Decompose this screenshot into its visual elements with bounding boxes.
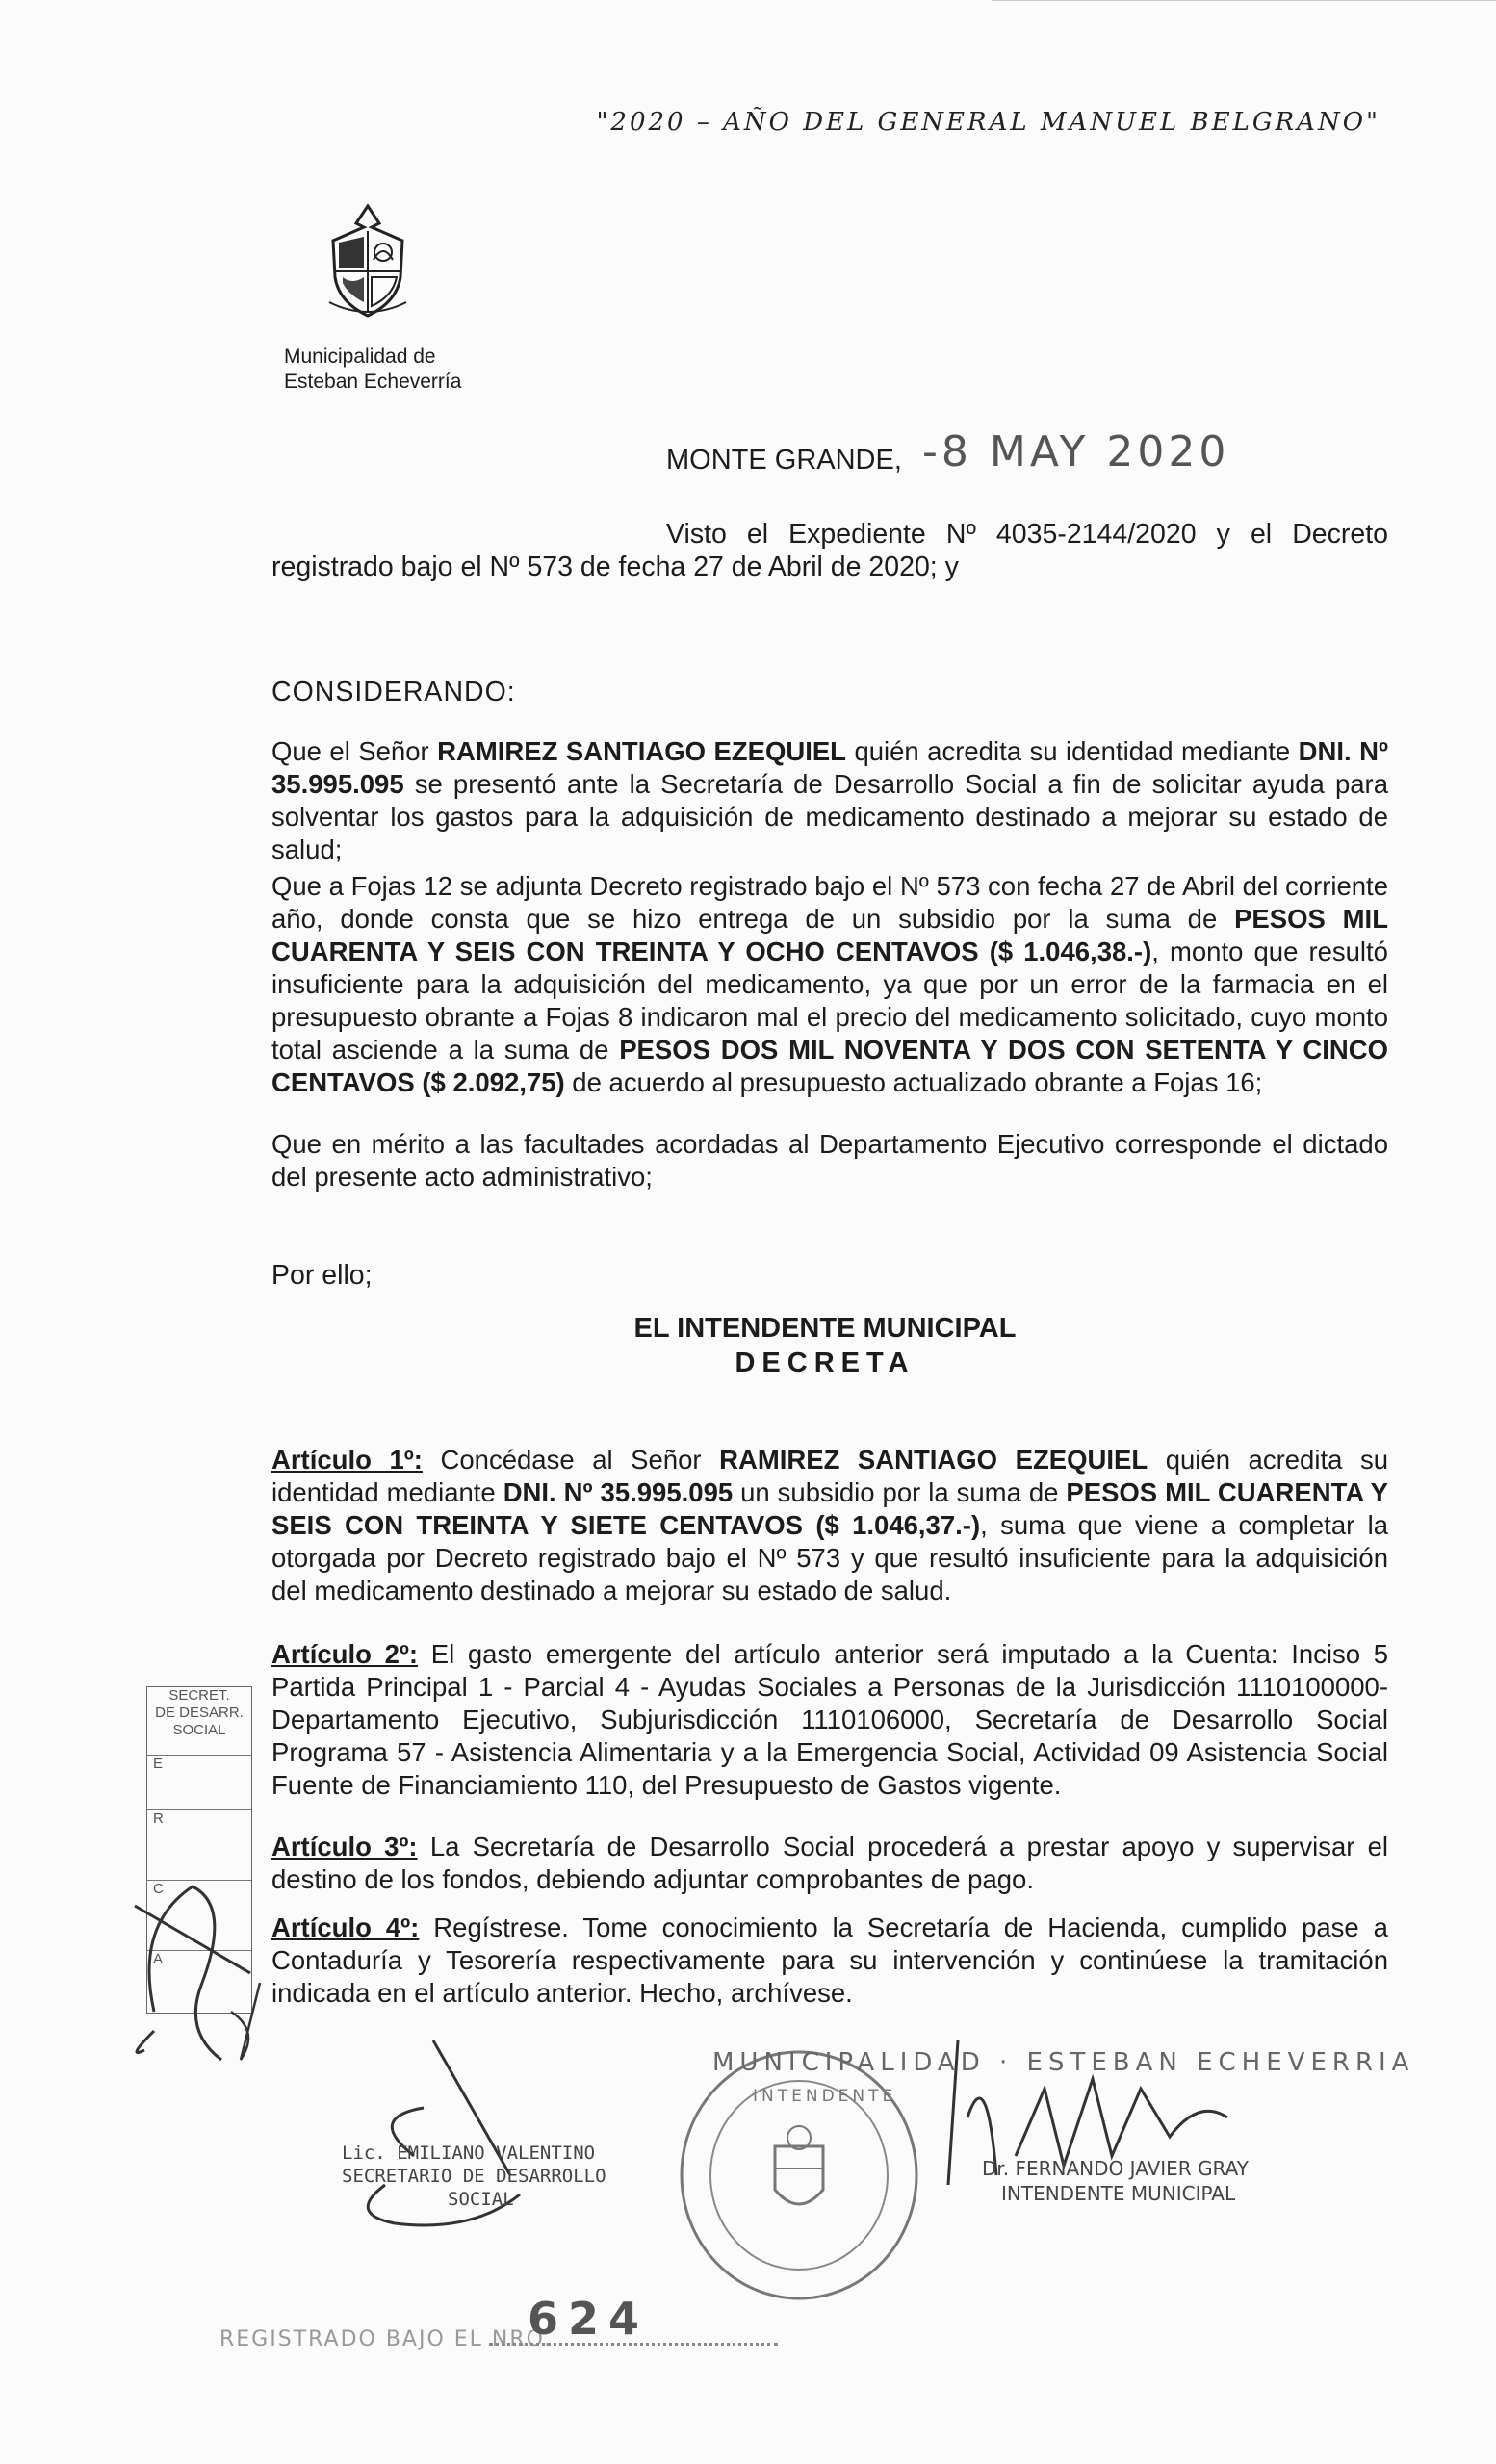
registration-number: 624	[528, 2293, 650, 2345]
article-3	[271, 1831, 1388, 1896]
routing-stamp-line-2: DE DESARR.	[155, 1705, 244, 1721]
article-3-label: Artículo 3º:	[271, 1832, 418, 1861]
official-seal	[674, 2045, 924, 2305]
text-run: de acuerdo al presupuesto actualizado obrante a Fojas 16;	[564, 1067, 1263, 1097]
text-run: quién acredita su identidad mediante	[271, 1445, 1388, 1507]
decree-authority: EL INTENDENTE MUNICIPAL	[633, 1313, 1017, 1344]
text-run: Concédase al Señor	[422, 1445, 720, 1475]
text-run: quién acredita su identidad mediante	[845, 736, 1299, 766]
text-run: Que el Señor	[271, 736, 438, 766]
subsidy-amount: PESOS MIL CUARENTA Y SEIS CON TREINTA Y SIETE CENTAVOS ($ 1.046,37.-)	[271, 1477, 1388, 1540]
decree-verb: DECRETA	[735, 1348, 916, 1378]
person-name: RAMIREZ SANTIAGO EZEQUIEL	[719, 1445, 1148, 1475]
seal-inner-text: INTENDENTE	[753, 2087, 897, 2106]
text-run: , monto que resultó insuficiente para la adquisición del medicamento, ya que por un error de la farmacia en el presupuesto obrante a Fojas 8 indicaron mal el precio del medicamento solicitado, cuyo monto total asciende a la suma de	[271, 937, 1388, 1065]
municipal-coat-of-arms	[310, 202, 426, 327]
text-run: Que a Fojas 12 se adjunta Decreto registrado bajo el Nº 573 con fecha 27 de Abril del corriente año, donde consta que se hizo entrega de un subsidio por la suma de	[271, 871, 1388, 934]
article-2	[271, 1638, 1388, 1802]
person-name: RAMIREZ SANTIAGO EZEQUIEL	[437, 736, 846, 766]
issuer-line-2: Esteban Echeverría	[284, 371, 462, 393]
article-4-label: Artículo 4º:	[271, 1912, 420, 1942]
dni-number: DNI. Nº 35.995.095	[503, 1477, 734, 1507]
considerando-heading: CONSIDERANDO:	[271, 677, 516, 707]
routing-row: A	[153, 1951, 164, 1967]
initials-signature	[116, 1867, 289, 2069]
place-label: MONTE GRANDE,	[666, 445, 902, 475]
mayor-title: INTENDENTE MUNICIPAL	[1001, 2182, 1236, 2205]
routing-row: C	[147, 1881, 251, 1951]
considerando-paragraph-3: Que en mérito a las facultades acordadas al Departamento Ejecutivo corresponde el dictado del presente acto administrativo;	[271, 1129, 1388, 1192]
secretary-name: Lic. EMILIANO VALENTINO	[342, 2143, 596, 2164]
text-run: Regístrese. Tome conocimiento la Secretaría de Hacienda, cumplido pase a Contaduría y Tesorería respectivamente para su intervención y continúese la tramitación indicada en el artículo anterior. Hecho, archívese.	[271, 1912, 1388, 2008]
text-run: se presentó ante la Secretaría de Desarrollo Social a fin de solicitar ayuda para solventar los gastos para la adquisición de medicamento destinado a mejorar su estado de salud;	[271, 769, 1388, 864]
issuer-line-1: Municipalidad de	[284, 346, 436, 368]
issuer-name	[284, 345, 461, 395]
dni-number: DNI. Nº 35.995.095	[271, 736, 1389, 799]
text-run: La Secretaría de Desarrollo Social procederá a prestar apoyo y supervisar el destino de los fondos, debiendo adjuntar comprobantes de pago.	[271, 1832, 1389, 1894]
secretary-title-2: SOCIAL	[448, 2189, 514, 2210]
routing-stamp-line-3: SOCIAL	[172, 1722, 226, 1738]
article-1	[271, 1444, 1388, 1607]
amount-previous: PESOS MIL CUARENTA Y SEIS CON TREINTA Y OCHO CENTAVOS ($ 1.046,38.-)	[271, 904, 1388, 966]
text-run: , suma que viene a completar la otorgada por Decreto registrado bajo el Nº 573 y que resultó insuficiente para la adquisición del medicamento destinado a mejorar su estado de salud.	[271, 1510, 1388, 1605]
text-run: un subsidio por la suma de	[733, 1477, 1067, 1507]
top-edge-line	[992, 0, 1496, 1]
routing-stamp-line-1: SECRET.	[168, 1687, 230, 1704]
routing-row: R	[147, 1810, 251, 1881]
mayor-name: Dr. FERNANDO JAVIER GRAY	[982, 2157, 1249, 2180]
amount-total: PESOS DOS MIL NOVENTA Y DOS CON SETENTA Y CINCO CENTAVOS ($ 2.092,75)	[271, 1035, 1388, 1097]
seal-outer-text: MUNICIPALIDAD · ESTEBAN ECHEVERRIA	[712, 2048, 1415, 2077]
routing-row: E	[147, 1756, 251, 1810]
secretary-title-1: SECRETARIO DE DESARROLLO	[342, 2166, 606, 2187]
secretary-stamp	[342, 2142, 708, 2211]
visto-paragraph: Visto el Expediente Nº 4035-2144/2020 y el Decreto registrado bajo el Nº 573 de fecha 27 de Abril de 2020; y	[271, 519, 1388, 582]
article-4	[271, 1912, 1388, 2010]
por-ello: Por ello;	[271, 1260, 373, 1291]
mayor-stamp	[982, 2156, 1300, 2206]
date-stamp: -8 MAY 2020	[922, 427, 1230, 476]
routing-stamp-header	[147, 1687, 251, 1756]
article-1-label: Artículo 1º:	[271, 1445, 423, 1475]
considerando-paragraph-1	[271, 735, 1388, 866]
registration-label: REGISTRADO BAJO EL NRO.	[219, 2327, 554, 2351]
year-motto: "2020 – AÑO DEL GENERAL MANUEL BELGRANO"	[596, 108, 1380, 137]
text-run: El gasto emergente del artículo anterior será imputado a la Cuenta: Inciso 5 Partida Principal 1 - Parcial 4 - Ayudas Sociales a Personas de la Jurisdicción 1110100000- Departamento Ejecutivo, Subjurisdicción 1110106000, Secretaría de Desarrollo Social Programa 57 - Asistencia Alimentaria y a la Emergencia Social, Actividad 09 Asistencia Social Fuente de Financiamiento 110, del Presupuesto de Gastos vigente.	[271, 1639, 1388, 1800]
article-2-label: Artículo 2º:	[271, 1639, 419, 1669]
considerando-paragraph-2	[271, 870, 1388, 1099]
